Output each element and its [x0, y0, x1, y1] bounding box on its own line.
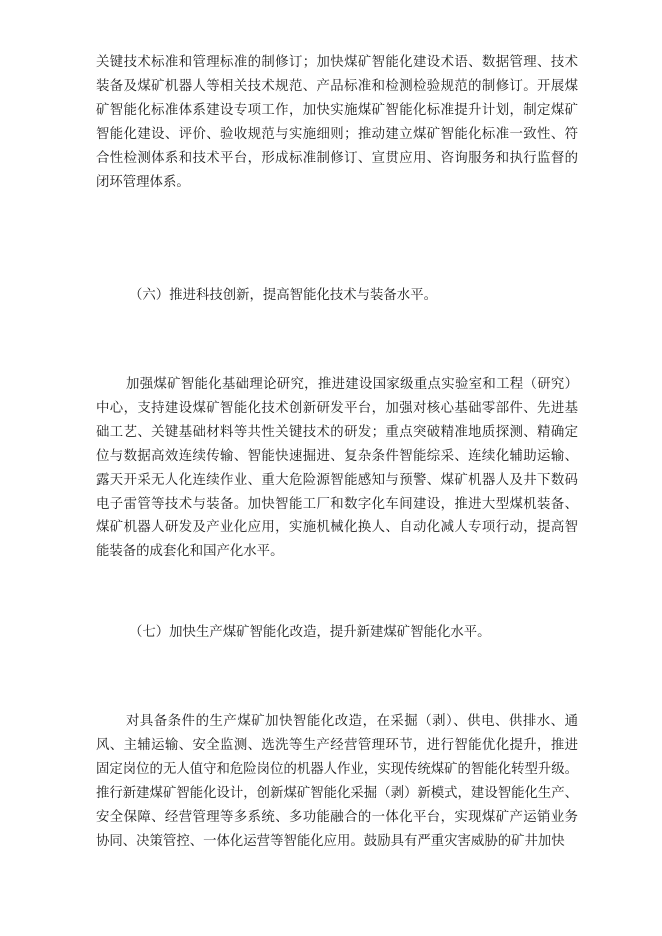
text-line: 煤矿机器人研发及产业化应用，实施机械化换人、自动化减人专项行动，提高智	[96, 520, 578, 536]
text-line: 加强煤矿智能化基础理论研究，推进建设国家级重点实验室和工程（研究）	[126, 377, 578, 392]
text-line: 装备及煤矿机器人等相关技术规范、产品标准和检测检验规范的制修订。开展煤	[96, 78, 578, 94]
text-line: 闭环管理体系。	[96, 174, 190, 190]
text-line: 安全保障、经营管理等多系统、多功能融合的一体化平台，实现煤矿产运销业务	[96, 809, 578, 825]
text-line: 础工艺、关键基础材料等共性关键技术的研发；重点突破精准地质探测、精确定	[96, 424, 578, 440]
text-line: 固定岗位的无人值守和危险岗位的机器人作业，实现传统煤矿的智能化转型升级。	[96, 761, 578, 777]
text-line: 智能化建设、评价、验收规范与实施细则；推动建立煤矿智能化标准一致性、符	[96, 126, 578, 142]
paragraph-retrofit	[96, 710, 578, 853]
text-line: 露天开采无人化连续作业、重大危险源智能感知与预警、煤矿机器人及井下数码	[96, 472, 578, 488]
paragraph-innovation	[96, 373, 578, 564]
text-line: 位与数据高效连续传输、智能快速掘进、复杂条件智能综采、连续化辅助运输、	[96, 448, 578, 464]
text-line: 中心，支持建设煤矿智能化技术创新研发平台，加强对核心基础零部件、先进基	[96, 400, 578, 416]
text-line: 关键技术标准和管理标准的制修订；加快煤矿智能化建设术语、数据管理、技术	[96, 55, 578, 70]
paragraph-standards	[96, 51, 578, 194]
text-line: 协同、决策管控、一体化运营等智能化应用。鼓励具有严重灾害威胁的矿井加快	[96, 833, 565, 849]
text-line: 推行新建煤矿智能化设计，创新煤矿智能化采掘（剥）新模式，建设智能化生产、	[96, 785, 578, 801]
text-line: 风、主辅运输、安全监测、选洗等生产经营管理环节，进行智能优化提升，推进	[96, 737, 578, 753]
text-line: 能装备的成套化和国产化水平。	[96, 544, 284, 560]
section-heading-7: （七）加快生产煤矿智能化改造，提升新建煤矿智能化水平。	[129, 625, 491, 640]
section-heading-6: （六）推进科技创新，提高智能化技术与装备水平。	[129, 288, 437, 303]
text-line: 矿智能化标准体系建设专项工作，加快实施煤矿智能化标准提升计划，制定煤矿	[96, 102, 578, 118]
text-line: 合性检测体系和技术平台，形成标准制修订、宣贯应用、咨询服务和执行监督的	[96, 150, 578, 166]
text-line: 对具备条件的生产煤矿加快智能化改造，在采掘（剥）、供电、供排水、通	[126, 714, 578, 729]
text-line: 电子雷管等技术与装备。加快智能工厂和数字化车间建设，推进大型煤机装备、	[96, 496, 578, 512]
